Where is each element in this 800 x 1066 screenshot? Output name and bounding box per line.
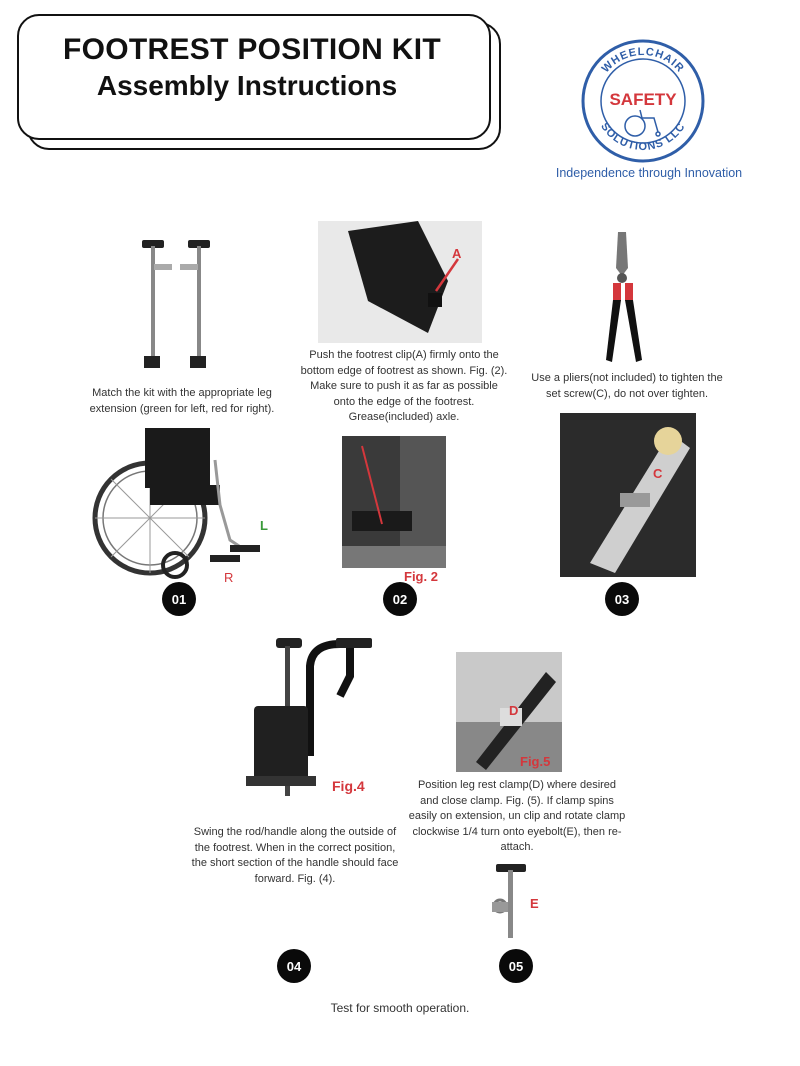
- fig4-label: Fig.4: [332, 778, 365, 794]
- page-subtitle: Assembly Instructions: [96, 70, 398, 101]
- page-title: FOOTREST POSITION KIT: [63, 33, 441, 66]
- step-5-badge: 05: [499, 949, 533, 983]
- set-screw-photo: [560, 413, 696, 577]
- footer-note: Test for smooth operation.: [330, 1001, 470, 1015]
- step-3-badge: 03: [605, 582, 639, 616]
- step-2-caption: Push the footrest clip(A) firmly onto the bottom edge of footrest as shown. Fig. (2). Make sure to push it as far as possible onto the edge of the footrest. Grease(included) axle.: [300, 349, 508, 423]
- wheelchair-image: [90, 420, 280, 590]
- footrest-clip-photo: [318, 221, 482, 343]
- part-e-label: E: [530, 896, 539, 911]
- part-c-label: C: [653, 466, 663, 481]
- logo-top-text: WHEELCHAIR: [599, 45, 687, 76]
- fig2-photo: [342, 436, 446, 568]
- right-label: R: [224, 570, 234, 585]
- step-5-caption: Position leg rest clamp(D) where desired and close clamp. Fig. (5). If clamp spins easily on extension, un clip and rotate clamp clockwise 1/4 turn onto eyebolt(E), then re-attach.: [408, 779, 626, 853]
- part-d-label: D: [509, 703, 519, 718]
- logo-center-text: SAFETY: [609, 90, 677, 109]
- step-2-badge: 02: [383, 582, 417, 616]
- step-1-caption: Match the kit with the appropriate leg extension (green for left, red for right).: [89, 387, 275, 415]
- fig5-label: Fig.5: [520, 754, 551, 769]
- company-logo: [580, 38, 706, 164]
- left-label: L: [260, 518, 268, 533]
- fig2-label: Fig. 2: [404, 569, 438, 584]
- leg-extensions-image: [132, 236, 228, 376]
- pliers-image: [596, 228, 652, 368]
- step-1-badge: 01: [162, 582, 196, 616]
- part-a-label: A: [452, 246, 462, 261]
- logo-bottom-text: SOLUTIONS LLC: [598, 120, 688, 154]
- step-4-badge: 04: [277, 949, 311, 983]
- step-4-caption: Swing the rod/handle along the outside of the footrest. When in the correct position, the short section of the handle should face forward. Fig. (4).: [191, 826, 399, 885]
- step-3-caption: Use a pliers(not included) to tighten the set screw(C), do not over tighten.: [531, 372, 723, 400]
- logo-tagline: Independence through Innovation: [555, 166, 743, 180]
